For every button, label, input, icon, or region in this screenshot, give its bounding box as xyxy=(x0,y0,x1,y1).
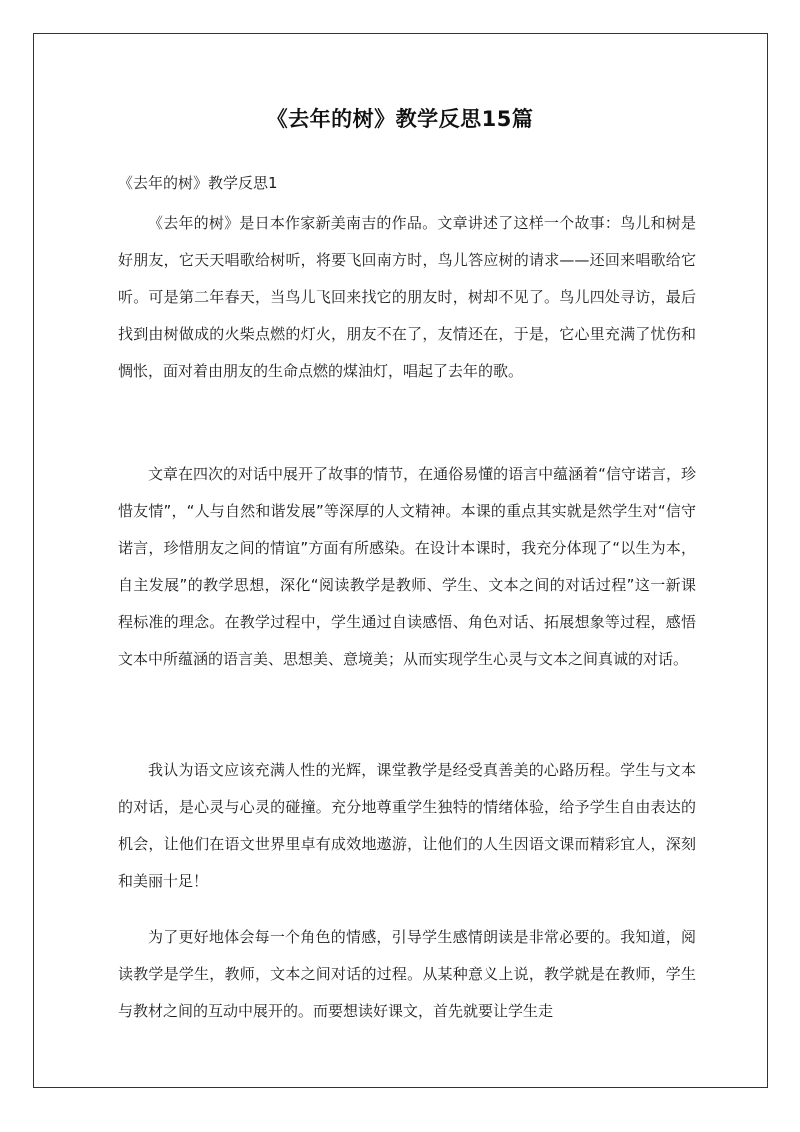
document-title: 《去年的树》教学反思15篇 xyxy=(266,107,534,131)
section-heading: 《去年的树》教学反思1 xyxy=(118,174,278,192)
body-paragraph: 为了更好地体会每一个角色的情感，引导学生感情朗读是非常必要的。我知道，阅读教学是学生，教师，文本之间对话的过程。从某种意义上说，教学就是在教师，学生与教材之间的互动中展开的。而要想读好课文，首先就要让学生走 xyxy=(118,928,696,1020)
body-paragraph: 《去年的树》是日本作家新美南吉的作品。文章讲述了这样一个故事：鸟儿和树是好朋友，它天天唱歌给树听，将要飞回南方时，鸟儿答应树的请求——还回来唱歌给它听。可是第二年春天，当鸟儿飞回来找它的朋友时，树却不见了。鸟儿四处寻访，最后找到由树做成的火柴点燃的灯火，朋友不在了，友情还在，于是，它心里充满了忧伤和惆怅，面对着由朋友的生命点燃的煤油灯，唱起了去年的歌。 xyxy=(118,214,696,380)
body-paragraph: 我认为语文应该充满人性的光辉，课堂教学是经受真善美的心路历程。学生与文本的对话，是心灵与心灵的碰撞。充分地尊重学生独特的情绪体验，给予学生自由表达的机会，让他们在语文世界里卓有成效地遨游，让他们的人生因语文课而精彩宜人，深刻和美丽十足！ xyxy=(118,761,696,890)
body-paragraph: 文章在四次的对话中展开了故事的情节，在通俗易懂的语言中蕴涵着“信守诺言，珍惜友情”，“人与自然和谐发展”等深厚的人文精神。本课的重点其实就是然学生对“信守诺言，珍惜朋友之间的情谊”方面有所感染。在设计本课时，我充分体现了“以生为本，自主发展”的教学思想，深化“阅读教学是教师、学生、文本之间的对话过程”这一新课程标准的理念。在教学过程中，学生通过自读感悟、角色对话、拓展想象等过程，感悟文本中所蕴涵的语言美、思想美、意境美；从而实现学生心灵与文本之间真诚的对话。 xyxy=(118,465,696,668)
